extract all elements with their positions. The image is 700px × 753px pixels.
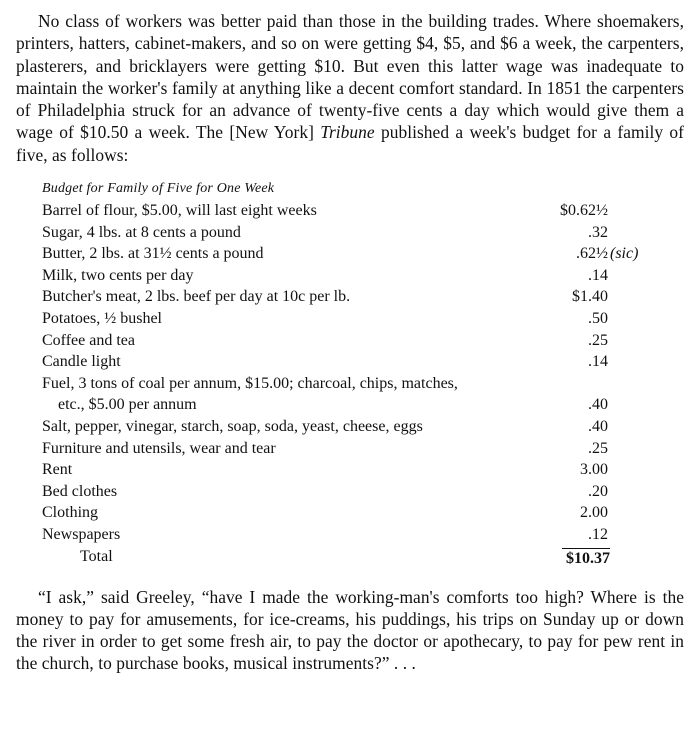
budget-amount: 3.00 <box>580 461 608 479</box>
budget-row <box>16 222 684 244</box>
budget-amount: .20 <box>588 482 608 500</box>
budget-item: Newspapers <box>42 525 121 543</box>
total-amount: $10.37 <box>562 548 610 569</box>
budget-amount: .32 <box>588 223 608 241</box>
budget-row <box>16 308 684 330</box>
budget-row <box>16 502 684 524</box>
budget-row <box>16 438 684 460</box>
budget-amount: .14 <box>588 353 608 371</box>
budget-item: Furniture and utensils, wear and tear <box>42 439 276 457</box>
sic-note: (sic) <box>610 245 639 263</box>
budget-item: Butcher's meat, 2 lbs. beef per day at 10c per lb. <box>42 288 351 306</box>
budget-item: Salt, pepper, vinegar, starch, soap, soda, yeast, cheese, eggs <box>42 418 423 436</box>
budget-item: Rent <box>42 461 73 479</box>
budget-amount: .50 <box>588 310 608 328</box>
budget-row <box>16 524 684 546</box>
budget-amount: $0.62½ <box>560 202 608 220</box>
budget-row <box>16 351 684 373</box>
intro-paragraph <box>16 10 684 166</box>
budget-item: Milk, two cents per day <box>42 266 194 284</box>
budget-row <box>16 243 684 265</box>
budget-item: Candle light <box>42 353 121 371</box>
document-page <box>16 10 684 675</box>
budget-row <box>16 265 684 287</box>
budget-item: Barrel of flour, $5.00, will last eight weeks <box>42 202 317 220</box>
budget-amount: .25 <box>588 439 608 457</box>
budget-amount: $1.40 <box>572 288 608 306</box>
budget-amount: .12 <box>588 525 608 543</box>
budget-row <box>16 459 684 481</box>
budget-row <box>16 416 684 438</box>
budget-item: Sugar, 4 lbs. at 8 cents a pound <box>42 223 241 241</box>
total-label: Total <box>80 547 113 565</box>
budget-item: Butter, 2 lbs. at 31½ cents a pound <box>42 245 264 263</box>
budget-total-row <box>16 546 684 570</box>
budget-row <box>16 286 684 308</box>
budget-title: Budget for Family of Five for One Week <box>42 181 275 197</box>
budget-amount: .25 <box>588 331 608 349</box>
budget-amount: .40 <box>588 418 608 436</box>
budget-row <box>16 373 684 416</box>
budget-amount: .14 <box>588 266 608 284</box>
budget-amount: .62½ <box>576 245 608 263</box>
budget-item: Potatoes, ½ bushel <box>42 310 162 328</box>
budget-row <box>16 481 684 503</box>
budget-row <box>16 200 684 222</box>
budget-item: Fuel, 3 tons of coal per annum, $15.00; charcoal, chips, matches, etc., $5.00 per annum <box>42 373 572 416</box>
budget-table <box>16 200 684 570</box>
budget-amount: .40 <box>588 396 608 414</box>
greeley-quote-paragraph: “I ask,” said Greeley, “have I made the working-man's comforts too high? Where is the money to pay for amusements, for ice-creams, his puddings, his trips on Sunday up or down the river in order to get some fresh air, to pay the doctor or apothecary, to pay for pew rent in the church, to purchase books, musical instruments?” . . . <box>16 586 684 674</box>
tribune-title: Tribune <box>320 122 375 143</box>
budget-item-continuation: etc., $5.00 per annum <box>58 396 197 414</box>
intro-text-end: published a week's budget for a family of five, as follows: <box>16 122 684 165</box>
intro-text: No class of workers was better paid than those in the building trades. Where shoemakers, printers, hatters, cabinet-makers, and so on were getting $4, $5, and $6 a week, the carpenters, plasterers, and bricklayers were getting $10. But even this latter wage was inadequate to maintain the worker's family at anything like a decent comfort standard. In 1851 the carpenters of Philadelphia struck for an advance of twenty-five cents a day which would give them a wage of $10.50 a week. The [New York] <box>16 11 684 143</box>
budget-row <box>16 330 684 352</box>
budget-amount: 2.00 <box>580 504 608 522</box>
budget-item: Bed clothes <box>42 482 118 500</box>
budget-item: Coffee and tea <box>42 331 135 349</box>
budget-item: Clothing <box>42 504 99 522</box>
